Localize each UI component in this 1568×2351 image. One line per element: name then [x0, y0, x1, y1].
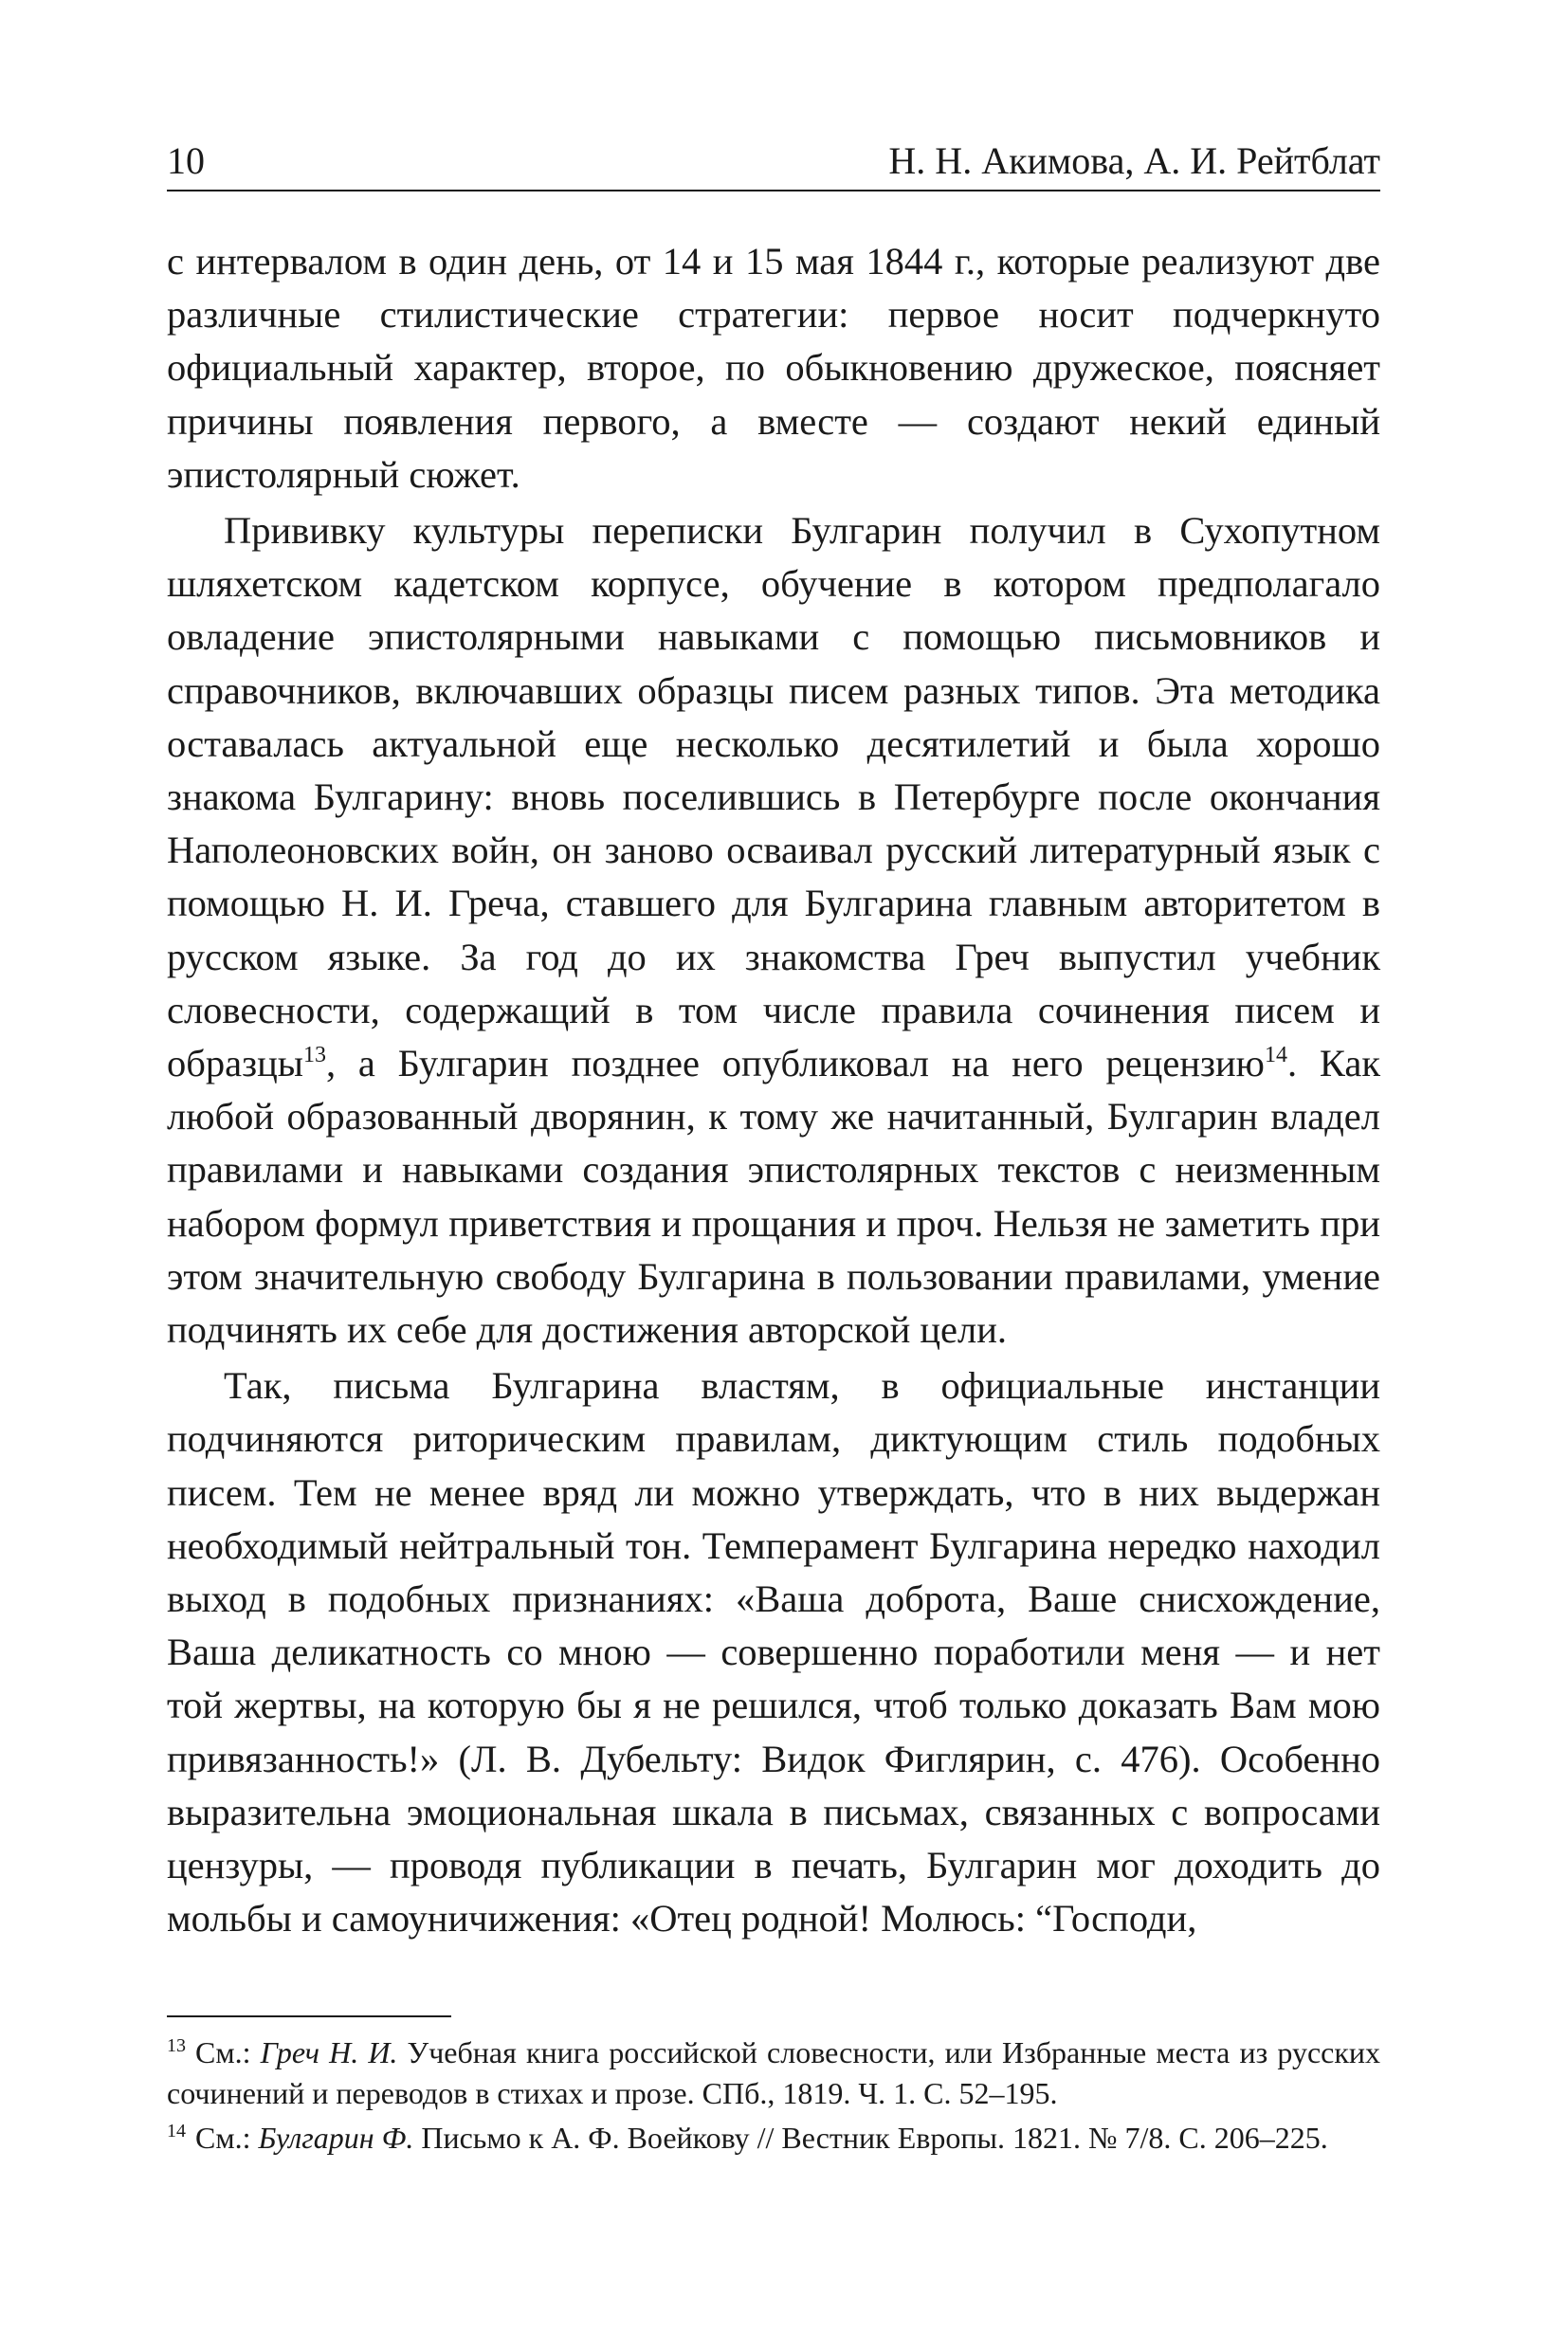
footnote-divider	[167, 2015, 451, 2017]
footnote-author: Булгарин Ф.	[258, 2121, 414, 2155]
footnotes	[167, 2032, 1380, 2162]
footnote-ref-13[interactable]: 13	[302, 1043, 326, 1068]
running-head-authors: Н. Н. Акимова, А. И. Рейтблат	[888, 139, 1380, 182]
paragraph-2-part-b: , а Булгарин позднее опубликовал на него рецензию	[325, 1042, 1265, 1085]
paragraph-1: с интервалом в один день, от 14 и 15 мая 1844 г., которые реализуют две различные стилистические стратегии: первое носит подчеркнуто официальный характер, второе, по обыкновению дружеское, поясняет причины появления первого, а вместе — создают некий единый эпистолярный сюжет.	[167, 240, 1380, 496]
footnote-ref-14[interactable]: 14	[1264, 1043, 1287, 1068]
footnote-14	[167, 2118, 1380, 2159]
footnote-number: 14	[167, 2121, 186, 2141]
footnote-author: Греч Н. И.	[260, 2035, 398, 2069]
paragraph-2	[167, 504, 1380, 1357]
footnote-prefix: См.:	[195, 2121, 259, 2155]
footnote-prefix: См.:	[195, 2035, 261, 2069]
paragraph-2-part-c: . Как любой образованный дворянин, к тому же начитанный, Булгарин владел правилами и навыками создания эпистолярных текстов с неизменным набором формул приветствия и прощания и проч. Нельзя не заметить при этом значительную свободу Булгарина в пользовании правилами, умение подчинять их себе для достижения авторской цели.	[167, 1042, 1380, 1352]
footnote-13	[167, 2032, 1380, 2114]
page-number: 10	[167, 139, 205, 182]
paragraph-3: Так, письма Булгарина властям, в официальные инстанции подчиняются риторическим правилам, диктующим стиль подобных писем. Тем не менее вряд ли можно утверждать, что в них выдержан необходимый нейтральный тон. Темперамент Булгарина нередко находил выход в подобных признаниях: «Ваша доброта, Ваше снисхождение, Ваша деликатность со мною — совершенно поработили меня — и нет той жертвы, на которую бы я не решился, чтоб только доказать Вам мою привязанность!» (Л. В. Дубельту: Видок Фиглярин, с. 476). Особенно выразительна эмоциональная шкала в письмах, связанных с вопросами цензуры, — проводя публикации в печать, Булгарин мог доходить до мольбы и самоуничижения: «Отец родной! Молюсь: “Господи,	[167, 1364, 1380, 1941]
footnote-number: 13	[167, 2035, 186, 2056]
footnote-text: Письмо к А. Ф. Воейкову // Вестник Европы. 1821. № 7/8. С. 206–225.	[413, 2121, 1328, 2155]
main-text	[167, 235, 1380, 1946]
page-header	[167, 133, 1380, 191]
paragraph-2-part-a: Прививку культуры переписки Булгарин получил в Сухопутном шляхетском кадетском корпусе, обучение в котором предполагало овладение эпистолярными навыками с помощью письмовников и справочников, включавших образцы писем разных типов. Эта методика оставалась актуальной еще несколько десятилетий и была хорошо знакома Булгарину: вновь поселившись в Петербурге после окончания Наполеоновских войн, он заново осваивал русский литературный язык с помощью Н. И. Греча, ставшего для Булгарина главным авторитетом в русском языке. За год до их знакомства Греч выпустил учебник словесности, содержащий в том числе правила сочинения писем и образцы	[167, 509, 1380, 1085]
footnote-text: Учебная книга российской словесности, или Избранные места из русских сочинений и переводов в стихах и прозе. СПб., 1819. Ч. 1. С. 52–195.	[167, 2035, 1381, 2110]
